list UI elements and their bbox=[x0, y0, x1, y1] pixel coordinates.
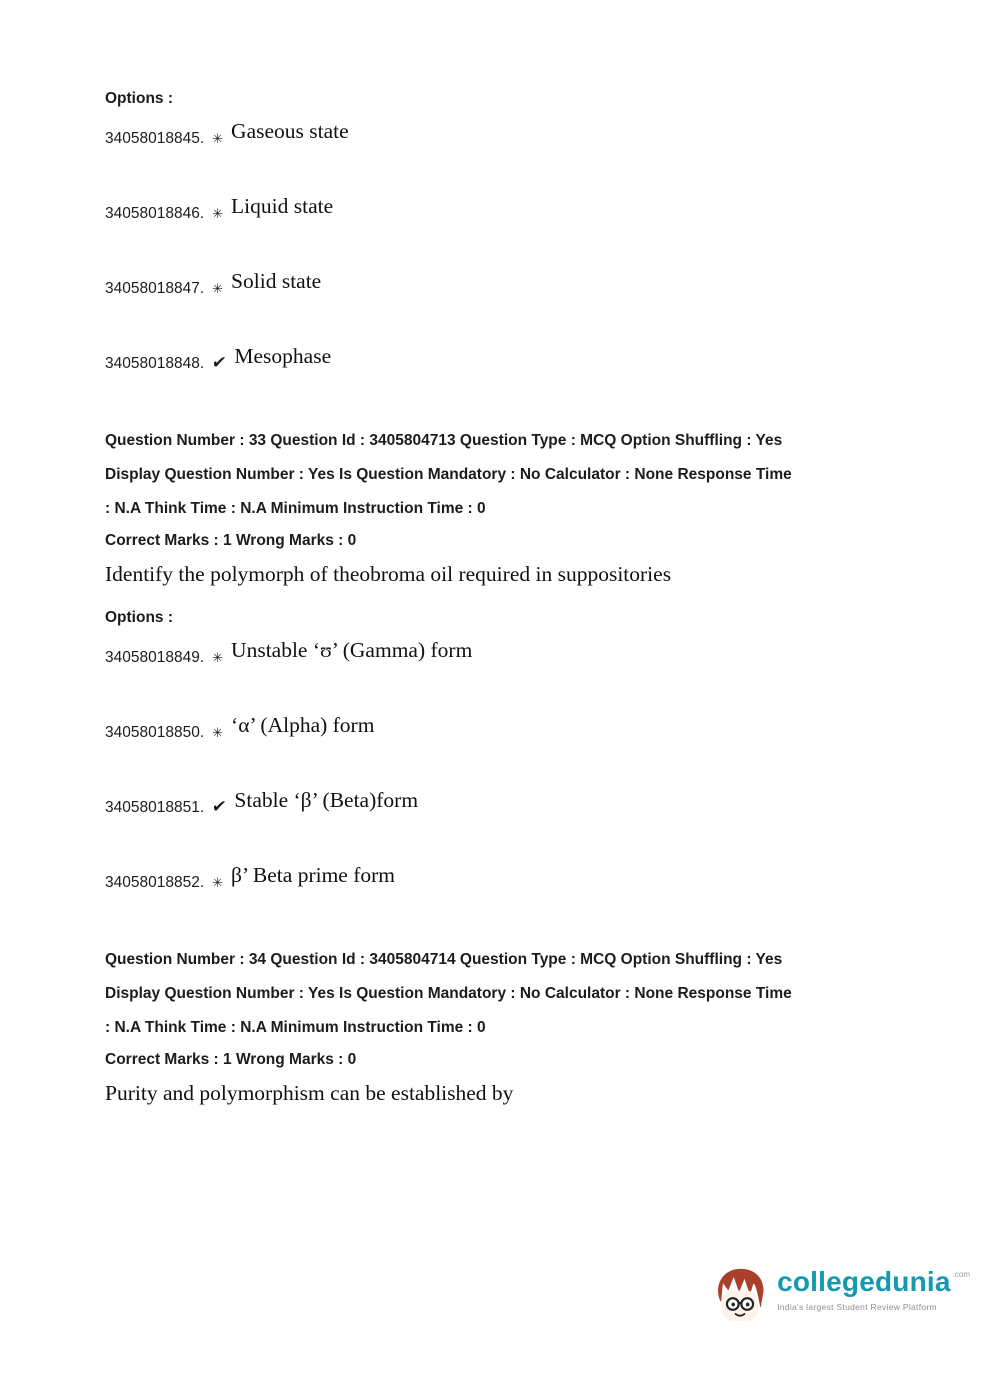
option-text: Gaseous state bbox=[231, 119, 349, 143]
options-label: Options : bbox=[105, 609, 174, 626]
wrong-marker-icon: ✳ bbox=[212, 281, 224, 296]
collegedunia-mascot-icon bbox=[713, 1266, 767, 1329]
brand-tagline: India's largest Student Review Platform bbox=[777, 1302, 937, 1312]
marks-line: Correct Marks : 1 Wrong Marks : 0 bbox=[105, 1051, 357, 1068]
option-text: β’ Beta prime form bbox=[231, 863, 396, 887]
option-text: Stable ‘β’ (Beta)form bbox=[234, 788, 419, 812]
document-content bbox=[105, 0, 905, 1106]
question-meta-line: : N.A Think Time : N.A Minimum Instruction Time : 0 bbox=[105, 1019, 486, 1036]
wrong-marker-icon: ✳ bbox=[212, 875, 224, 890]
question-meta-line: Display Question Number : Yes Is Question Mandatory : No Calculator : None Response Time bbox=[105, 985, 792, 1002]
option-id: 34058018846. bbox=[105, 205, 205, 222]
brand-name: collegedunia bbox=[777, 1266, 951, 1297]
correct-marker-icon: ✔ bbox=[210, 797, 228, 816]
option-row bbox=[105, 119, 905, 149]
option-row bbox=[105, 863, 905, 893]
options-label: Options : bbox=[105, 90, 174, 107]
question-meta-line: Question Number : 34 Question Id : 3405804714 Question Type : MCQ Option Shuffling : Yes bbox=[105, 951, 783, 968]
question-meta-line: : N.A Think Time : N.A Minimum Instruction Time : 0 bbox=[105, 500, 486, 517]
question-block-34 bbox=[105, 943, 905, 1106]
option-text: Unstable ‘ʊ’ (Gamma) form bbox=[231, 638, 473, 662]
marks-line: Correct Marks : 1 Wrong Marks : 0 bbox=[105, 532, 357, 549]
option-row bbox=[105, 638, 905, 668]
wrong-marker-icon: ✳ bbox=[212, 131, 224, 146]
question-meta-line: Question Number : 33 Question Id : 3405804713 Question Type : MCQ Option Shuffling : Yes bbox=[105, 432, 783, 449]
option-id: 34058018852. bbox=[105, 874, 205, 891]
option-id: 34058018848. bbox=[105, 355, 205, 372]
question-block-33 bbox=[105, 424, 905, 893]
option-id: 34058018847. bbox=[105, 280, 205, 297]
wrong-marker-icon: ✳ bbox=[212, 650, 224, 665]
option-text: ‘α’ (Alpha) form bbox=[231, 713, 375, 737]
option-row bbox=[105, 713, 905, 743]
option-id: 34058018845. bbox=[105, 130, 205, 147]
correct-marker-icon: ✔ bbox=[210, 353, 228, 372]
logo-text-column bbox=[777, 1266, 970, 1312]
question-meta-line: Display Question Number : Yes Is Question Mandatory : No Calculator : None Response Time bbox=[105, 466, 792, 483]
option-row bbox=[105, 788, 905, 818]
question-text: Purity and polymorphism can be established by bbox=[105, 1081, 514, 1105]
option-row bbox=[105, 344, 905, 374]
option-row bbox=[105, 194, 905, 224]
option-text: Mesophase bbox=[234, 344, 332, 368]
option-id: 34058018851. bbox=[105, 799, 205, 816]
option-text: Solid state bbox=[231, 269, 322, 293]
wrong-marker-icon: ✳ bbox=[212, 725, 224, 740]
option-id: 34058018849. bbox=[105, 649, 205, 666]
brand-suffix: .com bbox=[952, 1270, 970, 1279]
question-text: Identify the polymorph of theobroma oil required in suppositories bbox=[105, 562, 672, 586]
wrong-marker-icon: ✳ bbox=[212, 206, 224, 221]
collegedunia-logo bbox=[713, 1266, 970, 1329]
option-text: Liquid state bbox=[231, 194, 334, 218]
option-row bbox=[105, 269, 905, 299]
option-id: 34058018850. bbox=[105, 724, 205, 741]
